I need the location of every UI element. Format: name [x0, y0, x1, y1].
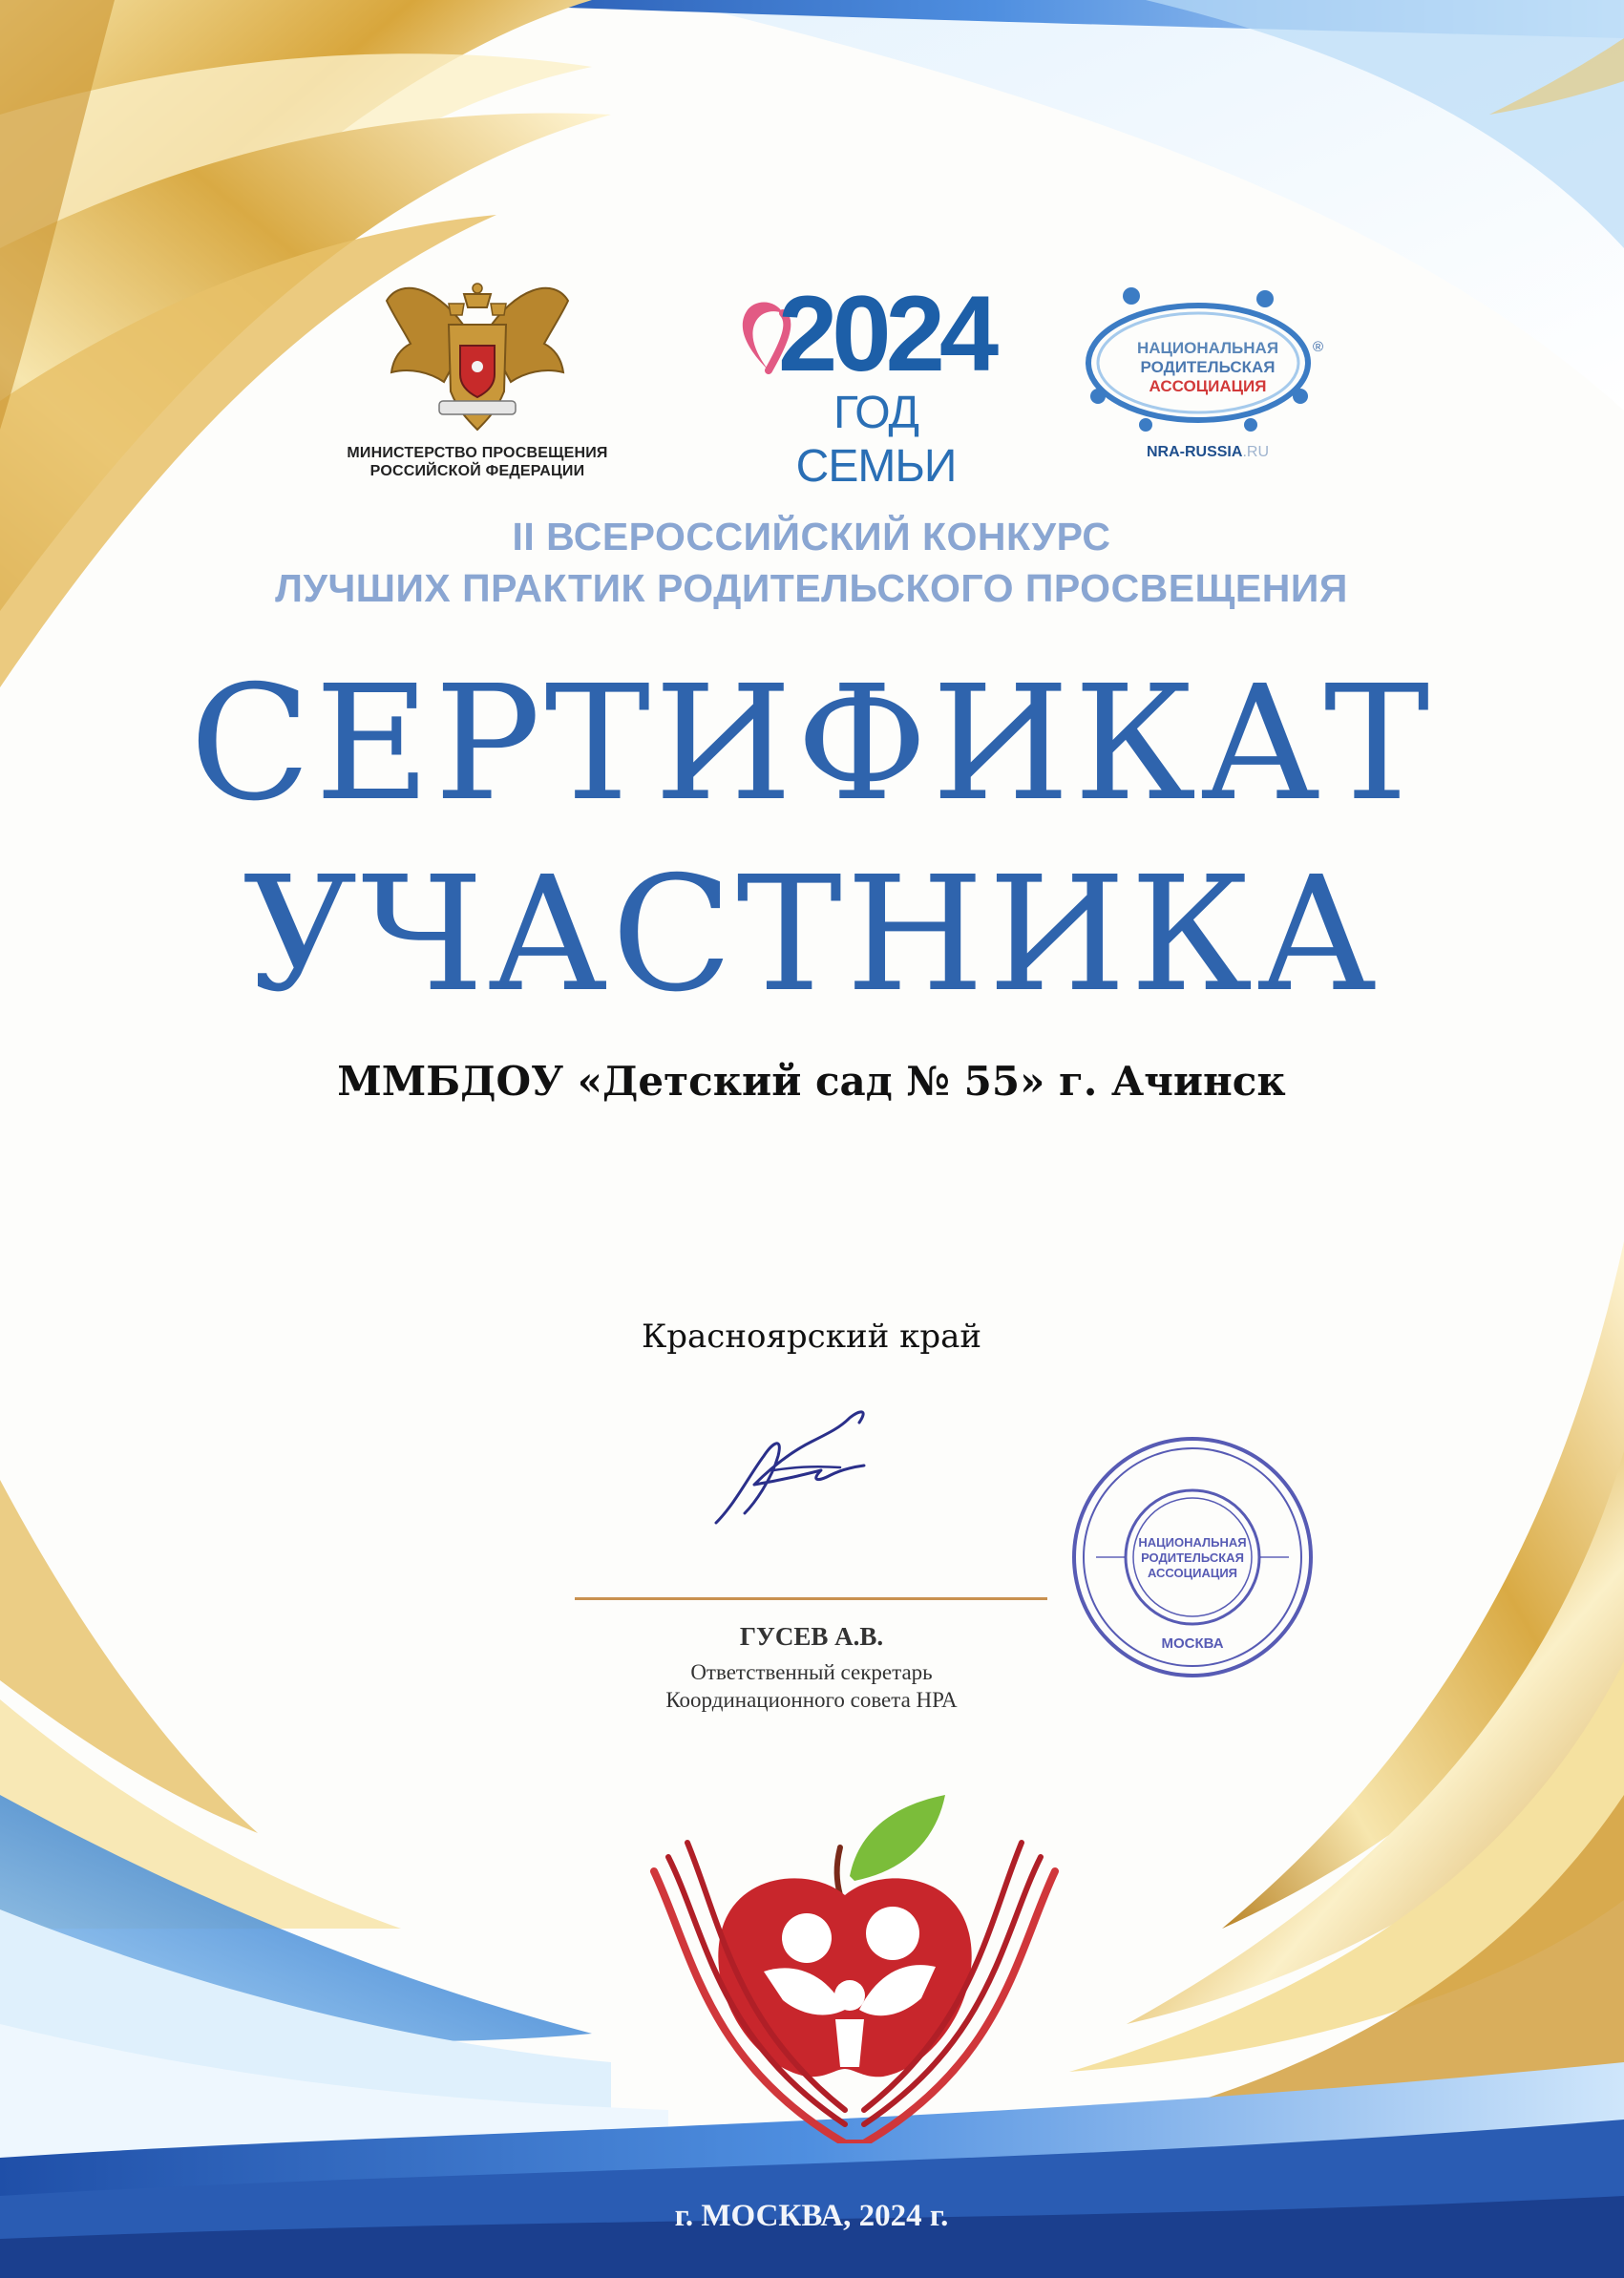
- stamp-center-line-3: АССОЦИАЦИЯ: [1147, 1566, 1238, 1580]
- year-of-family-logo: [726, 274, 994, 492]
- recipient-region: Красноярский край: [641, 1318, 982, 1356]
- nra-site-tld: .RU: [1242, 444, 1269, 460]
- nra-line-2: РОДИТЕЛЬСКАЯ: [1140, 358, 1276, 376]
- registered-mark: ®: [1313, 339, 1324, 355]
- nra-line-1: НАЦИОНАЛЬНАЯ: [1136, 339, 1279, 357]
- nra-line-3: АССОЦИАЦИЯ: [1149, 377, 1267, 395]
- eagle-emblem-icon: [315, 267, 640, 439]
- certificate-title-line-2: УЧАСТНИКА: [243, 843, 1381, 1027]
- handwritten-signature: [697, 1399, 907, 1542]
- signature-line: [575, 1597, 1047, 1600]
- year-caption: ГОД СЕМЬИ: [795, 388, 957, 492]
- apple-book-family-logo: [649, 1790, 1060, 2143]
- ministry-line-2: РОССИЙСКОЙ ФЕДЕРАЦИИ: [369, 463, 585, 479]
- signer-role-line-1: Ответственный секретарь: [690, 1660, 933, 1684]
- contest-line-1: II ВСЕРОССИЙСКИЙ КОНКУРС: [512, 515, 1111, 559]
- nra-site-main: NRA-RUSSIA: [1146, 444, 1243, 460]
- nra-logo: [1079, 282, 1337, 473]
- stamp-center-line-1: НАЦИОНАЛЬНАЯ: [1138, 1535, 1247, 1550]
- recipient-name: ММБДОУ «Детский сад № 55» г. Ачинск: [337, 1058, 1286, 1105]
- signer-name: ГУСЕВ А.В.: [739, 1622, 884, 1651]
- ministry-line-1: МИНИСТЕРСТВО ПРОСВЕЩЕНИЯ: [347, 445, 608, 461]
- certificate-title-line-1: СЕРТИФИКАТ: [189, 652, 1434, 836]
- signer-role: [477, 1658, 1146, 1714]
- contest-name: [143, 511, 1480, 614]
- leaf-icon: [850, 1795, 945, 1881]
- city-date: г. МОСКВА, 2024 г.: [674, 2199, 949, 2233]
- stamp-city: МОСКВА: [1161, 1635, 1224, 1652]
- signer-role-line-2: Координационного совета НРА: [665, 1688, 958, 1712]
- nra-website: [1079, 444, 1337, 461]
- year-number: 2024: [778, 274, 994, 393]
- stamp-center-line-2: РОДИТЕЛЬСКАЯ: [1141, 1550, 1244, 1565]
- certificate-title: [95, 649, 1528, 1031]
- ministry-name: [315, 444, 640, 480]
- contest-line-2: ЛУЧШИХ ПРАКТИК РОДИТЕЛЬСКОГО ПРОСВЕЩЕНИЯ: [275, 566, 1348, 610]
- ministry-logo: [315, 267, 640, 487]
